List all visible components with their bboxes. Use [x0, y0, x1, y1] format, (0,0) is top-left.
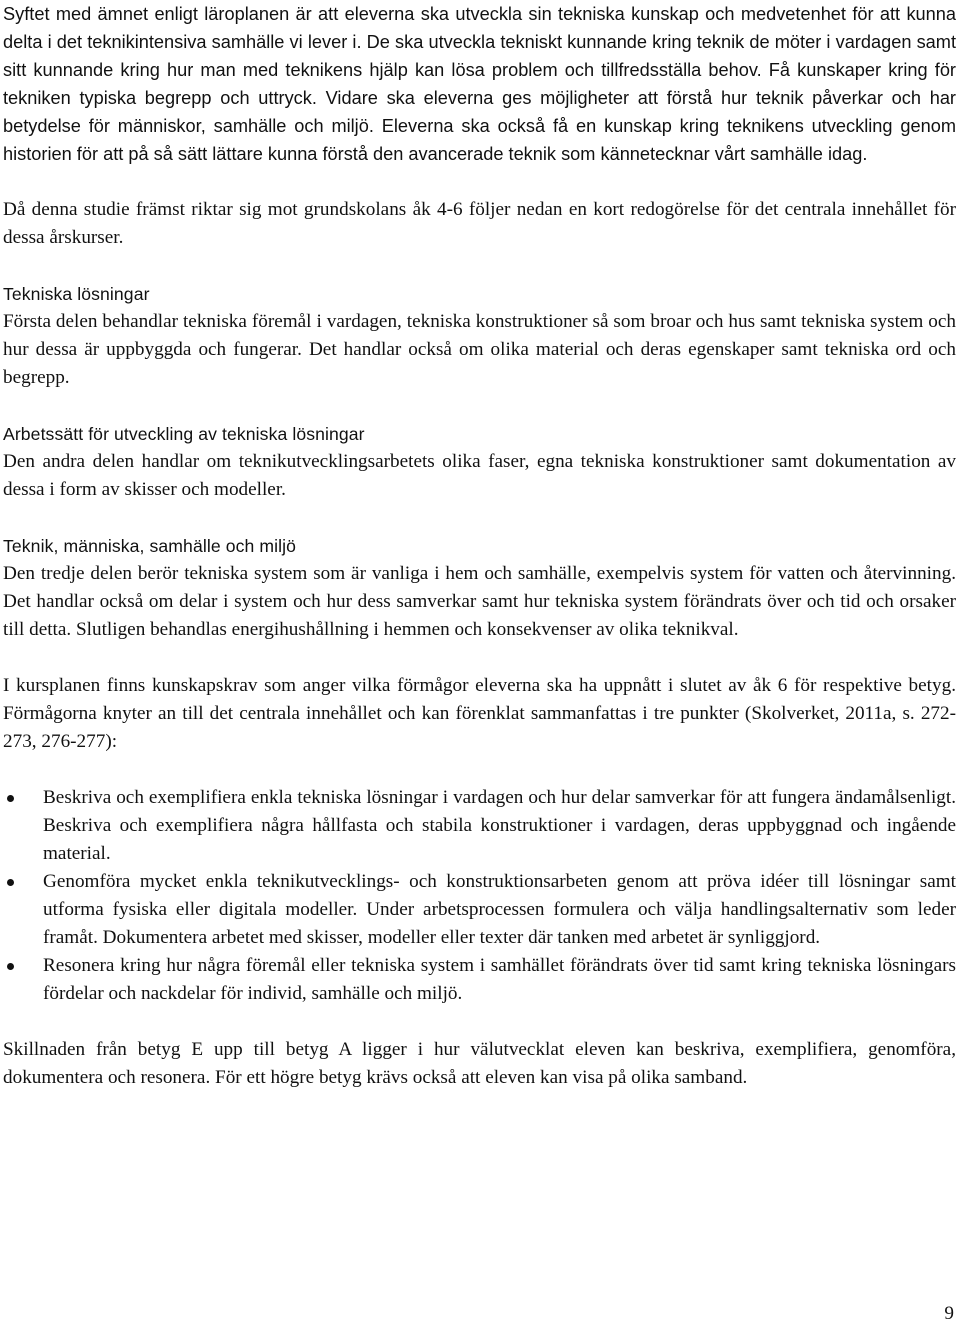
list-item-text: Resonera kring hur några föremål eller tekniska system i samhället förändrats över tid samt kring tekniska lösningars fördelar och nackdelar för individ, samhälle och miljö. — [43, 955, 956, 1004]
section-body: Den andra delen handlar om teknikutvecklingsarbetets olika faser, egna tekniska konstruktioner samt dokumentation av dessa i form av skisser och modeller. — [3, 451, 956, 500]
document-page — [3, 0, 956, 1092]
section-tekniska-losningar — [3, 280, 956, 392]
spacer — [3, 252, 956, 280]
spacer — [3, 1008, 956, 1036]
list-item — [3, 784, 956, 868]
spacer — [3, 644, 956, 672]
section-body: Den tredje delen berör tekniska system som är vanliga i hem och samhälle, exempelvis system för vatten och återvinning. Det handlar också om delar i system och hur dess samverkar samt hur tekniska system förändrats över och tid och orsaker till detta. Slutligen behandlas energihushållning i hemmen och konsekvenser av olika teknikval. — [3, 563, 956, 640]
section-heading: Teknik, människa, samhälle och miljö — [3, 536, 297, 556]
list-item — [3, 952, 956, 1008]
spacer — [3, 504, 956, 532]
list-item-text: Genomföra mycket enkla teknikutvecklings- och konstruktionsarbeten genom att pröva idéer till lösningar samt utforma fysiska eller digitala modeller. Under arbetsprocessen formulera och välja handlingsalternativ som leder framåt. Dokumentera arbetet med skisser, modeller eller texter där tanken med arbetet är synliggjord. — [43, 871, 956, 948]
page-number: 9 — [944, 1303, 954, 1324]
intro-part-1: Syftet med ämnet enligt läroplanen är att eleverna ska utveckla sin tekniska kunskap och medvetenhet för att kunna delta i det teknikintensiva samhälle vi lever i. De ska utveckla tekniskt kunnande kring teknik de möter i vardagen samt sitt kunnande kring hur man med teknikens hjälp kan lösa problem och tillfredsställa behov. Få kunskaper kring för tekniken typiska begrepp och uttryck. Vidare ska eleverna ges möjligheter att förstå hur teknik påverkar och har betydelse för människor, samhälle och miljö. — [3, 4, 956, 136]
spacer — [3, 168, 956, 196]
intro-paragraph — [3, 0, 956, 168]
section-body: Första delen behandlar tekniska föremål i vardagen, tekniska konstruktioner så som broar och hus samt tekniska system och hur dessa är uppbyggda och fungerar. Det handlar också om olika material och deras egenskaper samt tekniska ord och begrepp. — [3, 311, 956, 388]
section-heading: Tekniska lösningar — [3, 284, 150, 304]
scope-paragraph: Då denna studie främst riktar sig mot grundskolans åk 4-6 följer nedan en kort redogörelse för det centrala innehållet för dessa årskurser. — [3, 199, 956, 248]
bullet-icon — [7, 795, 14, 802]
betyg-paragraph: Skillnaden från betyg E upp till betyg A ligger i hur välutvecklat eleven kan beskriva, exemplifiera, genomföra, dokumentera och resonera. För ett högre betyg krävs också att eleven kan visa på olika samband. — [3, 1039, 956, 1088]
spacer — [3, 756, 956, 784]
bullet-icon — [7, 879, 14, 886]
ability-list — [3, 784, 956, 1008]
intro-part-2: Eleverna ska också få en kunskap kring teknikens utveckling genom historien för att på så sätt lättare kunna förstå den avancerade teknik som kännetecknar vårt samhälle idag. — [3, 116, 956, 164]
bullet-icon — [7, 963, 14, 970]
list-item — [3, 868, 956, 952]
list-item-text: Beskriva och exemplifiera enkla tekniska lösningar i vardagen och hur delar samverkar för att fungera ändamålsenligt. Beskriva och exemplifiera några hållfasta och stabila konstruktioner i vardagen, deras uppbyggnad och ingående material. — [43, 787, 956, 864]
section-arbetssatt — [3, 420, 956, 504]
spacer — [3, 392, 956, 420]
section-teknik-manniska — [3, 532, 956, 644]
kursplan-paragraph: I kursplanen finns kunskapskrav som anger vilka förmågor eleverna ska ha uppnått i slutet av åk 6 för respektive betyg. Förmågorna knyter an till det centrala innehållet och kan förenklat sammanfattas i tre punkter (Skolverket, 2011a, s. 272-273, 276-277): — [3, 675, 956, 752]
section-heading: Arbetssätt för utveckling av tekniska lösningar — [3, 424, 365, 444]
